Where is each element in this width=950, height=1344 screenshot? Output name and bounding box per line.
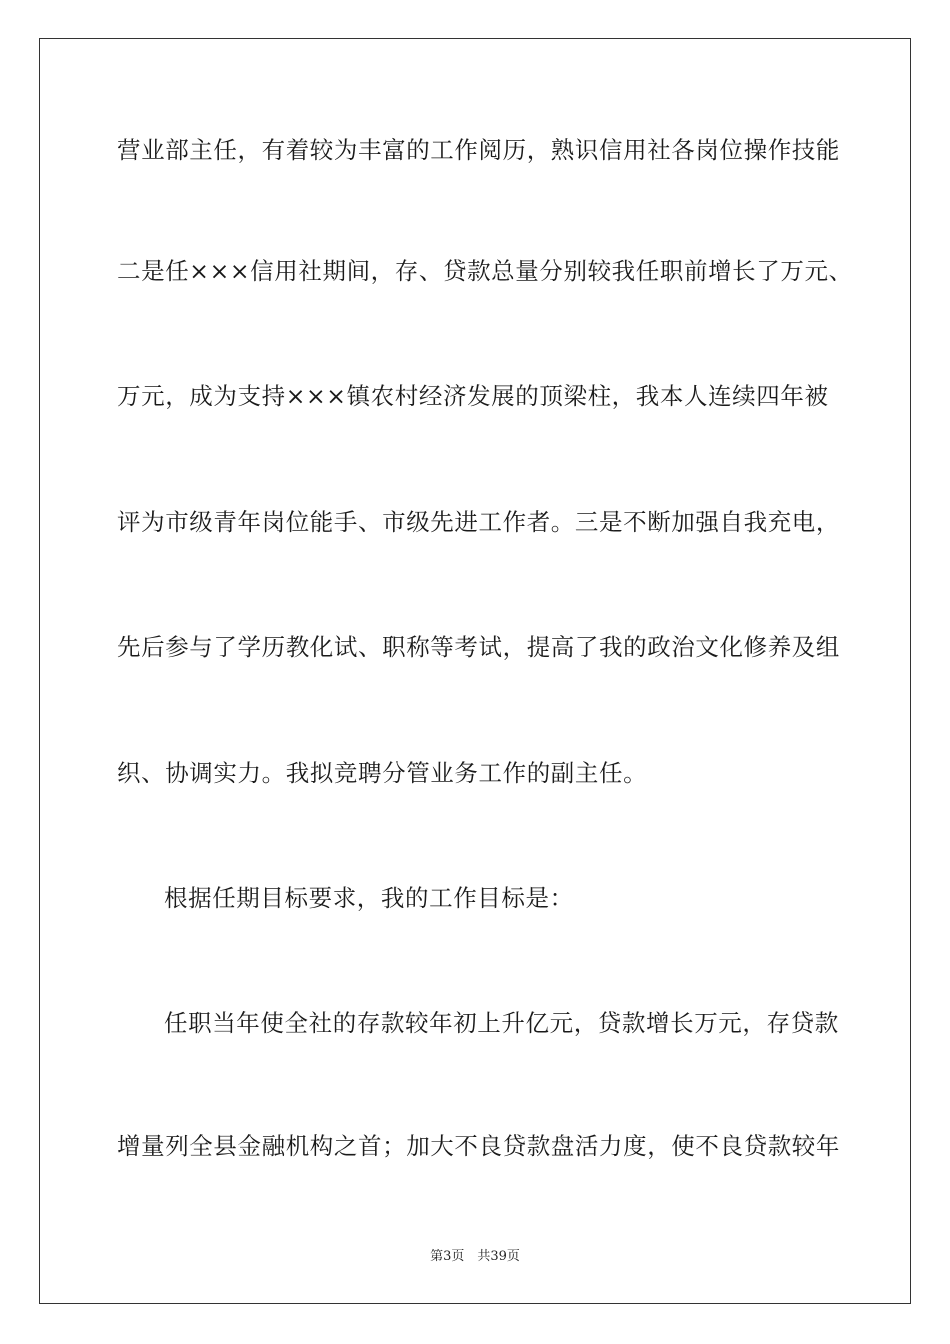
body-line-5: 先后参与了学历教化试、职称等考试，提高了我的政治文化修养及组 [117, 633, 840, 661]
page-frame [39, 38, 911, 1304]
page-number: 第3页 共39页 [430, 1249, 520, 1264]
body-line-9: 增量列全县金融机构之首；加大不良贷款盘活力度，使不良贷款较年 [117, 1132, 840, 1160]
body-line-6: 织、协调实力。我拟竞聘分管业务工作的副主任。 [117, 759, 648, 787]
body-line-7: 根据任期目标要求，我的工作目标是： [164, 884, 574, 912]
body-line-3: 万元，成为支持×××镇农村经济发展的顶梁柱，我本人连续四年被 [117, 382, 829, 410]
body-line-4: 评为市级青年岗位能手、市级先进工作者。三是不断加强自我充电， [117, 508, 840, 536]
body-line-2: 二是任×××信用社期间，存、贷款总量分别较我任职前增长了万元、 [117, 257, 853, 285]
body-line-1: 营业部主任，有着较为丰富的工作阅历，熟识信用社各岗位操作技能 [117, 136, 840, 164]
body-line-8: 任职当年使全社的存款较年初上升亿元，贷款增长万元，存贷款 [164, 1009, 839, 1037]
